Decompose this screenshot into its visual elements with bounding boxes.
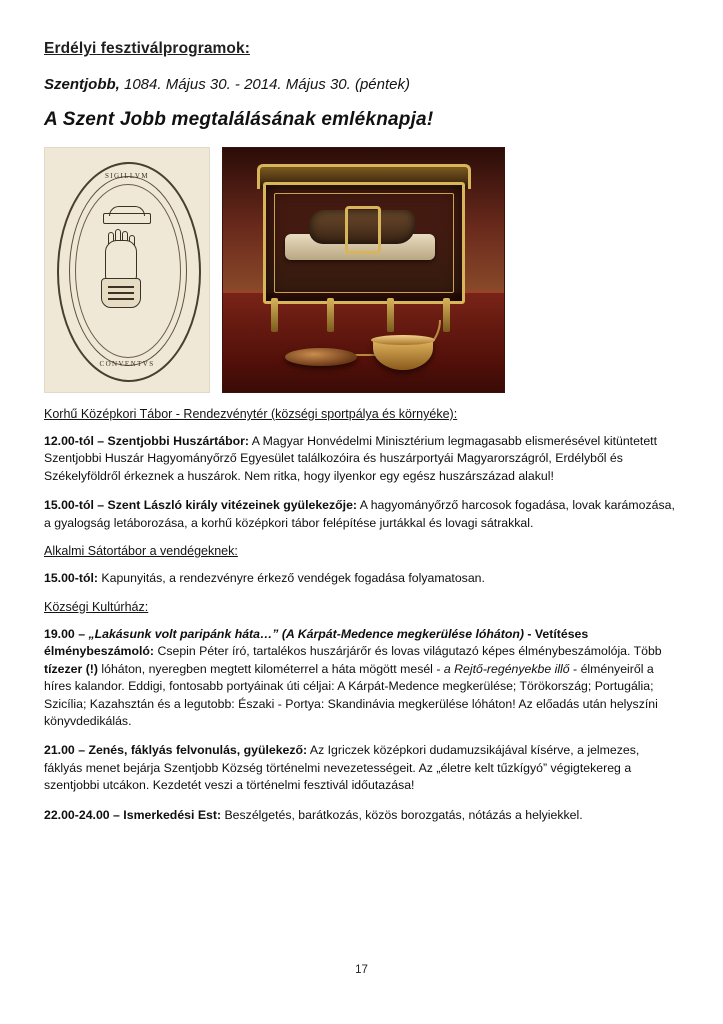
section-heading: Korhű Középkori Tábor - Rendezvénytér (községi sportpálya és környéke): [44,407,458,421]
paragraph-text: Csepin Péter író, tartalékos huszárjárőr és lovas világutazó képes élménybeszámolója. Több [154,644,662,659]
relic-object [309,210,415,244]
image-row [44,147,675,393]
paragraph-text: a Rejtő-regényekbe illő [443,661,570,676]
section-heading: Alkalmi Sátortábor a vendégeknek: [44,544,238,559]
medieval-seal-image [44,147,210,393]
program-paragraph [44,626,675,731]
program-paragraph [44,742,675,794]
paragraph-text: A Magyar Honvédelmi Minisztérium legmagasabb elismerésével kitüntetett Szentjobbi Huszár Hagyományőrző Egyesület találkozóira és huszárportyái Magyarországról, Erdélyből és Székelyföldről érkeznek a huszárok. Nem ritka, hogy ilyenkor egy egész huszárszázad alakul! [44,434,658,483]
copper-plate [285,348,357,366]
paragraph-text: Az Igriczek középkori dudamuzsikájával kísérve, a jelmezes, fáklyás menet bejárja Szentjobb Község történelmi nevezetességeit. Az „életre kelt tűzkígyó” végigtekereg a szentjobbi utcákon. Kezdetét veszi a történelmi fesztivál időutazása! [44,743,640,793]
event-date-line [44,76,675,93]
event-place: Szentjobb, [44,76,120,93]
program-paragraph [44,433,675,485]
paragraph-text: 21.00 – Zenés, fáklyás felvonulás, gyülekező: [44,743,308,758]
paragraph-text: Beszélgetés, barátkozás, közös borozgatás, nótázás a helyiekkel. [221,807,583,822]
paragraph-text: 19.00 – [44,626,89,641]
paragraph-text: lóháton, nyeregben megtett kilométerrel a háta mögött mesél - [97,661,444,676]
holy-right-hand-icon [97,240,155,312]
paragraph-text: 22.00-24.00 – Ismerkedési Est: [44,807,222,822]
paragraph-text: 12.00-tól – Szentjobbi Huszártábor: [44,434,249,448]
section-heading: Községi Kultúrház: [44,599,149,614]
paragraph-text: Kapunyitás, a rendezvényre érkező vendégek fogadása folyamatosan. [98,571,485,586]
program-sections [44,407,675,824]
paragraph-text: A hagyományőrző harcosok fogadása, lovak karámozása, a gyalogság letáborozása, a korhű középkori tábor felépítése jurtákkal és lovagi sátrakkal. [44,498,675,530]
paragraph-text: 15.00-tól – Szent László király vitézeinek gyülekezője: [44,498,358,513]
event-title: A Szent Jobb megtalálásának emléknapja! [44,109,434,130]
program-paragraph [44,807,675,824]
page-number: 17 [355,964,368,976]
seal-text-top: SIGILLVM [105,172,149,180]
program-paragraph [44,497,675,532]
event-date: 1084. Május 30. - 2014. Május 30. (péntek) [124,76,410,93]
crown-icon [103,204,149,224]
paragraph-text: - élményeiről a híres kalandor. Eddigi, fontosabb portyáinak úti céljai: A Kárpát-Medence megkerülése; Törökország; Portugália; Szicília; Kazahsztán és a legutobb: Északi - Portya: Skandinávia megkerülése lóháton! Az előadás után helyszíni könyvdedikálás. [44,661,658,728]
reliquary-photo [222,147,505,393]
paragraph-text: 15.00-tól: [44,571,98,586]
program-paragraph [44,570,675,587]
paragraph-text: „Lakásunk volt paripánk háta…” (A Kárpát-Medence megkerülése lóháton) [88,626,524,641]
seal-text-bottom: CONVENTVS [99,360,155,368]
page-title: Erdélyi fesztiválprogramok: [44,40,250,57]
paragraph-text: - Vetítéses élménybeszámoló: [44,626,589,659]
paragraph-text: tízezer (!) [44,661,98,676]
